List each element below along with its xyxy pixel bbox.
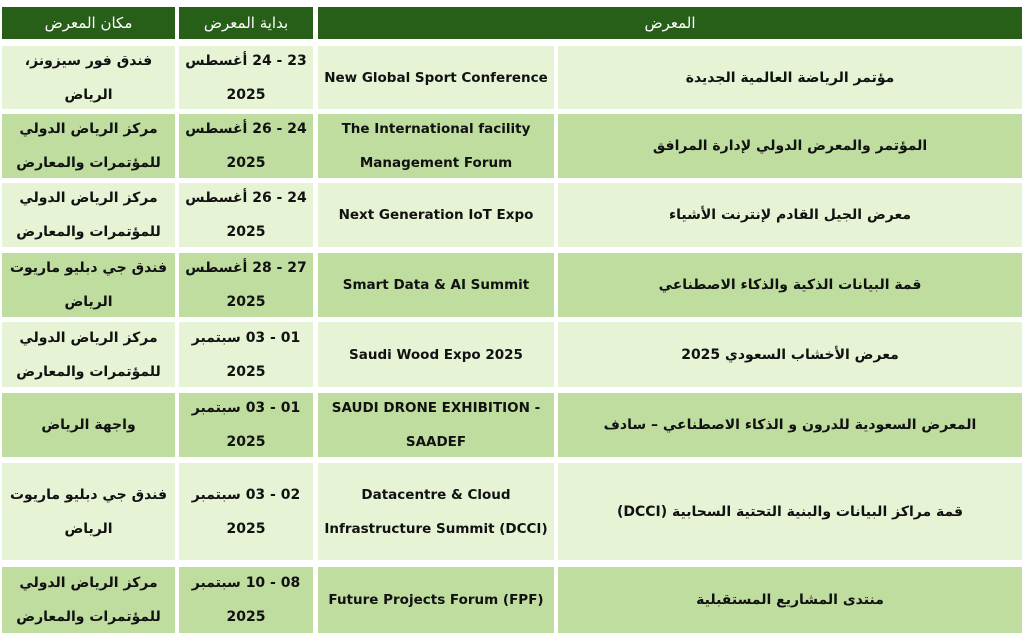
start-date-cell: 08 - 10 سبتمبر 2025 <box>179 567 313 633</box>
start-date-cell: 24 - 26 أغسطس 2025 <box>179 114 313 178</box>
start-date-cell: 23 - 24 أغسطس 2025 <box>179 46 313 109</box>
exhibition-english-cell: Next Generation IoT Expo <box>318 183 554 247</box>
venue-cell: فندق فور سيزونز، الرياض <box>2 46 175 109</box>
exhibition-arabic-cell: معرض الجيل القادم لإنترنت الأشياء <box>558 183 1022 247</box>
header-start-date: بداية المعرض <box>179 7 313 39</box>
venue-cell: مركز الرياض الدولي للمؤتمرات والمعارض <box>2 183 175 247</box>
venue-cell: مركز الرياض الدولي للمؤتمرات والمعارض <box>2 567 175 633</box>
exhibition-arabic-cell: المعرض السعودية للدرون و الذكاء الاصطناعي – سادف <box>558 393 1022 457</box>
venue-cell: مركز الرياض الدولي للمؤتمرات والمعارض <box>2 322 175 387</box>
exhibition-arabic-cell: مؤتمر الرياضة العالمية الجديدة <box>558 46 1022 109</box>
start-date-cell: 01 - 03 سبتمبر 2025 <box>179 393 313 457</box>
venue-cell: مركز الرياض الدولي للمؤتمرات والمعارض <box>2 114 175 178</box>
exhibition-english-cell: Saudi Wood Expo 2025 <box>318 322 554 387</box>
start-date-cell: 01 - 03 سبتمبر 2025 <box>179 322 313 387</box>
exhibition-arabic-cell: قمة مراكز البيانات والبنية التحتية السحابية (DCCI) <box>558 463 1022 560</box>
exhibition-english-cell: New Global Sport Conference <box>318 46 554 109</box>
header-venue: مكان المعرض <box>2 7 175 39</box>
exhibition-arabic-cell: منتدى المشاريع المستقبلية <box>558 567 1022 633</box>
start-date-cell: 24 - 26 أغسطس 2025 <box>179 183 313 247</box>
exhibition-english-cell: SAUDI DRONE EXHIBITION - SAADEF <box>318 393 554 457</box>
exhibition-arabic-cell: قمة البيانات الذكية والذكاء الاصطناعي <box>558 253 1022 317</box>
header-exhibition: المعرض <box>318 7 1022 39</box>
exhibition-english-cell: The International facility Management Forum <box>318 114 554 178</box>
venue-cell: واجهة الرياض <box>2 393 175 457</box>
exhibition-english-cell: Future Projects Forum (FPF) <box>318 567 554 633</box>
start-date-cell: 02 - 03 سبتمبر 2025 <box>179 463 313 560</box>
exhibition-arabic-cell: المؤتمر والمعرض الدولي لإدارة المرافق <box>558 114 1022 178</box>
exhibition-english-cell: Smart Data & AI Summit <box>318 253 554 317</box>
start-date-cell: 27 - 28 أغسطس 2025 <box>179 253 313 317</box>
exhibition-arabic-cell: معرض الأخشاب السعودي 2025 <box>558 322 1022 387</box>
venue-cell: فندق جي دبليو ماريوت الرياض <box>2 253 175 317</box>
venue-cell: فندق جي دبليو ماريوت الرياض <box>2 463 175 560</box>
exhibition-english-cell: Datacentre & Cloud Infrastructure Summit (DCCI) <box>318 463 554 560</box>
